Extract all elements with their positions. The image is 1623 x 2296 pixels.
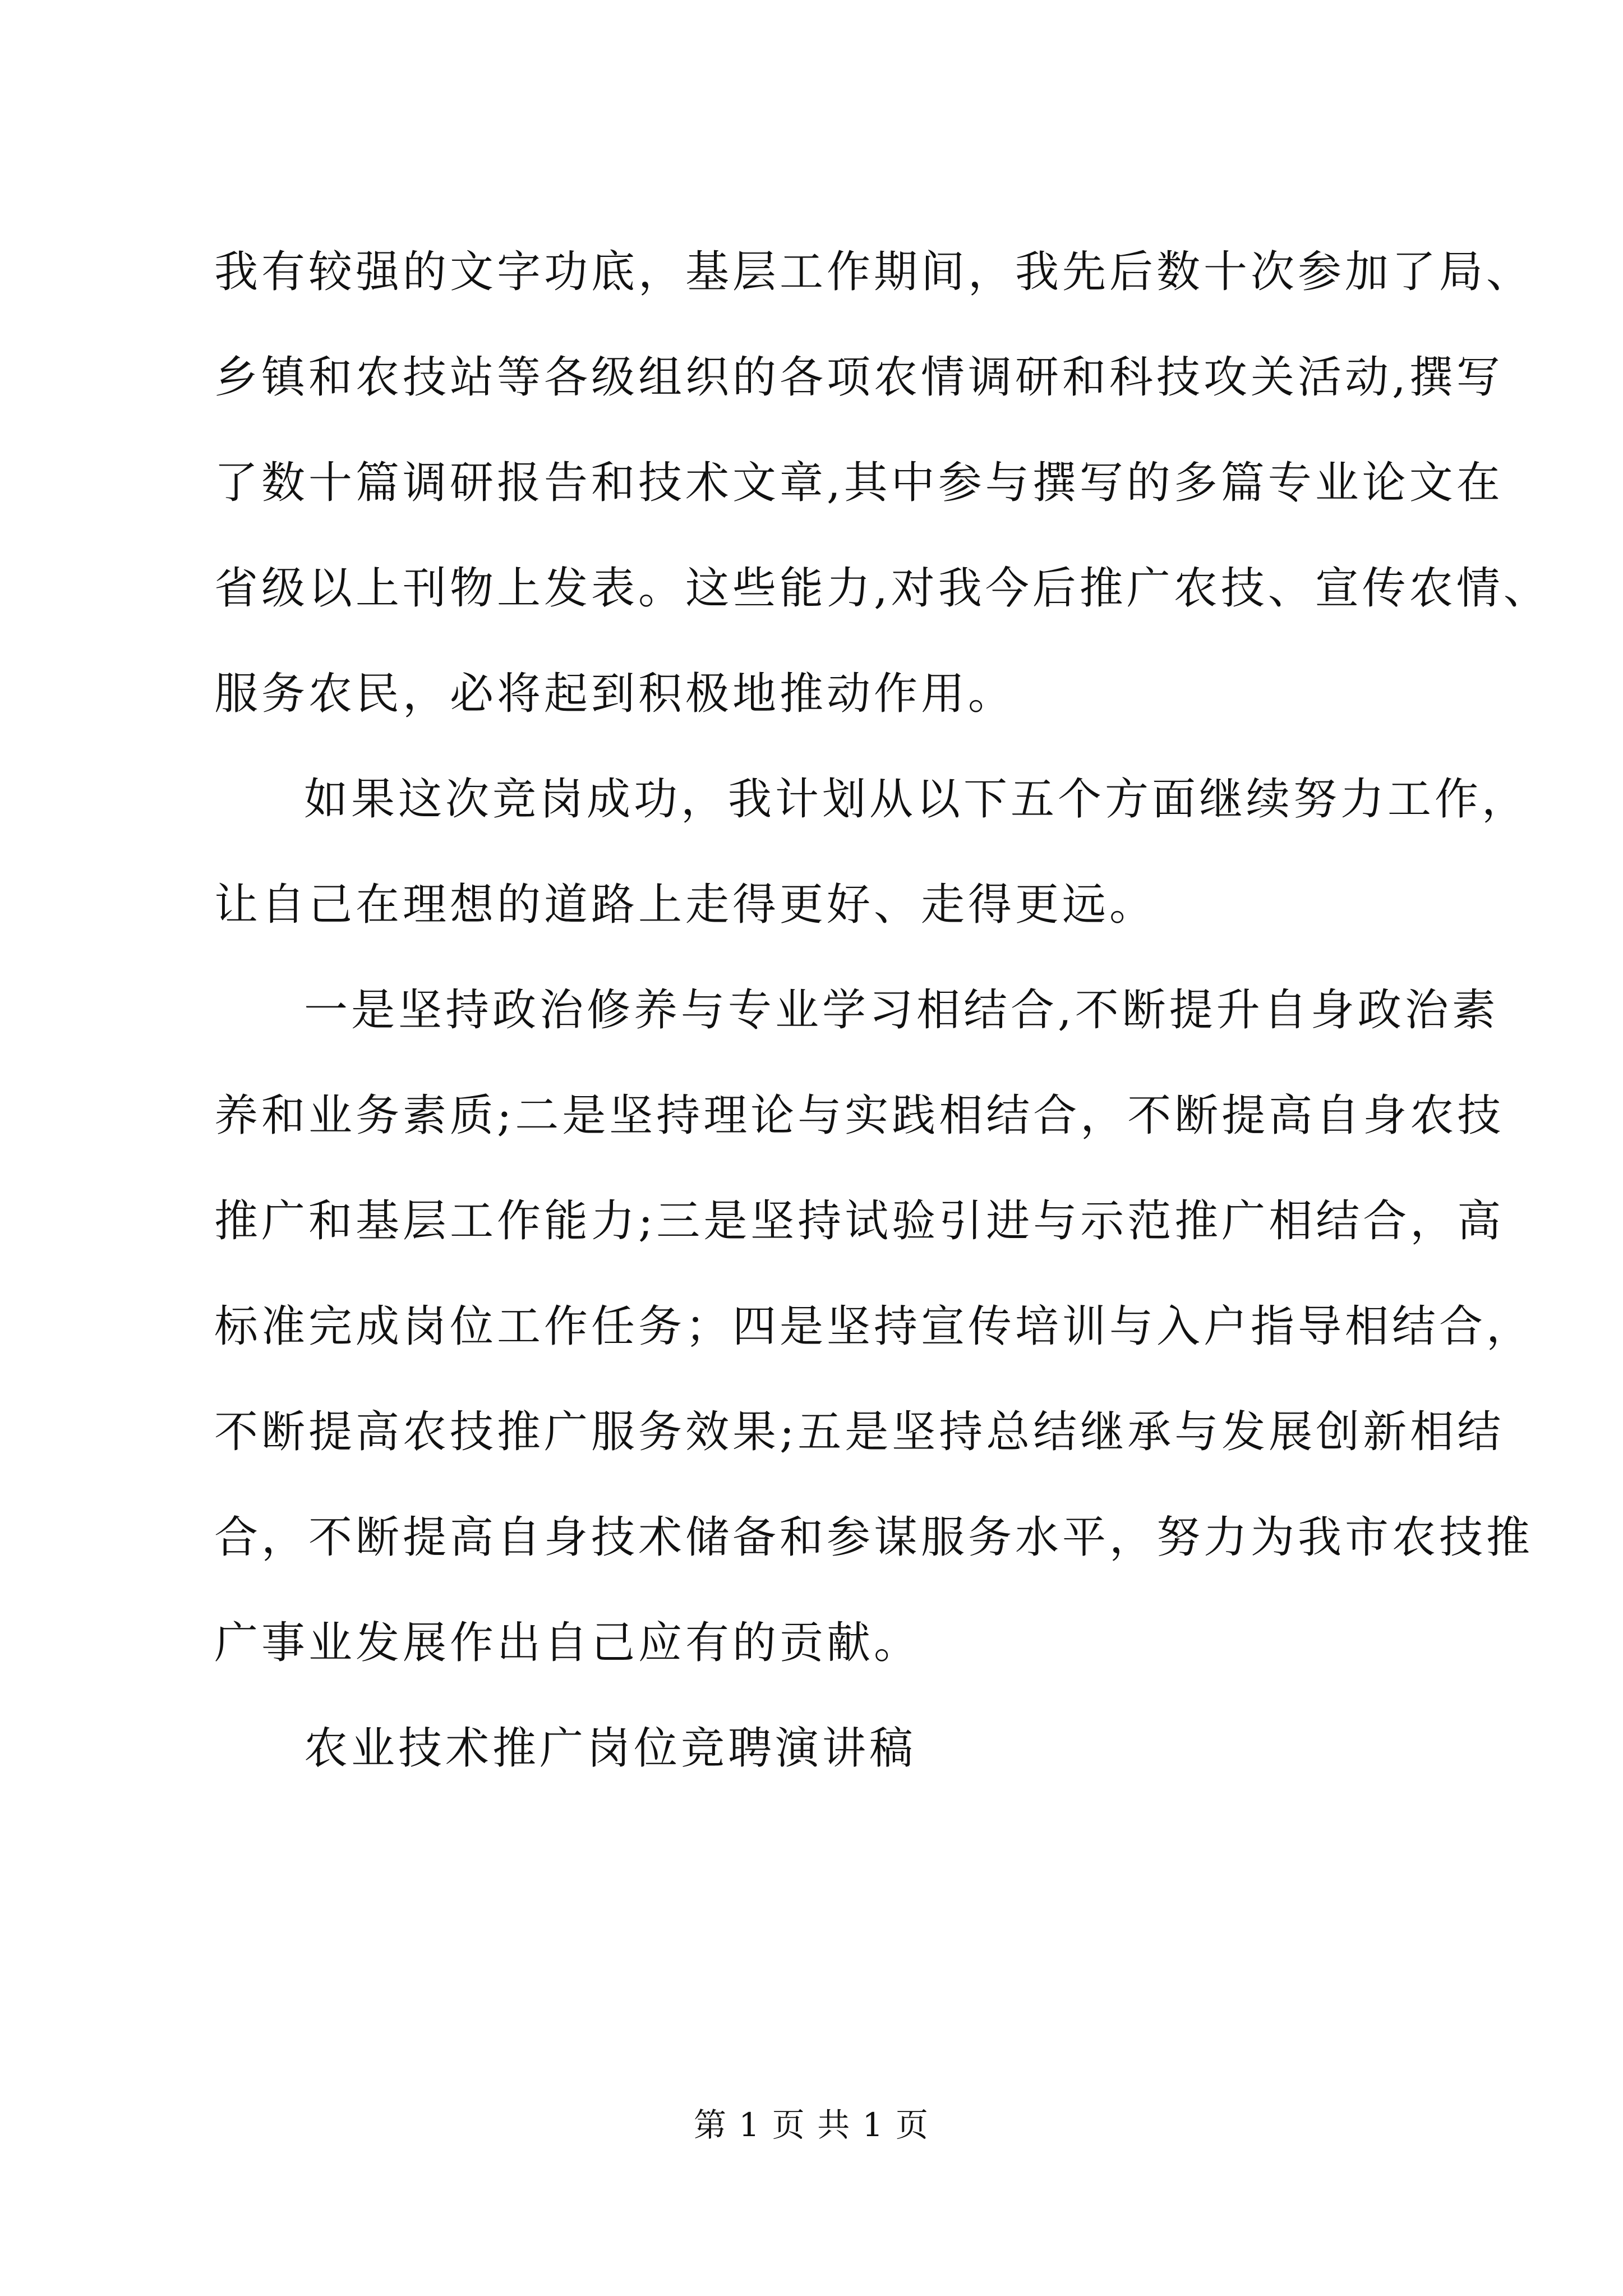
document-title-line: 农业技术推广岗位竞聘演讲稿 — [304, 1723, 917, 1774]
text-line: 了数十篇调研报告和技术文章,其中参与撰写的多篇专业论文在 — [214, 458, 1504, 508]
paragraph-first-line: 一是坚持政治修养与专业学习相结合,不断提升自身政治素 — [304, 985, 1499, 1036]
text-line: 服务农民，必将起到积极地推动作用。 — [214, 669, 1016, 719]
text-line: 推广和基层工作能力;三是坚持试验引进与示范推广相结合，高 — [214, 1196, 1505, 1246]
text-line: 乡镇和农技站等各级组织的各项农情调研和科技攻关活动,撰写 — [214, 352, 1504, 403]
text-line: 不断提高农技推广服务效果;五是坚持总结继承与发展创新相结 — [214, 1407, 1505, 1457]
text-line: 养和业务素质;二是坚持理论与实践相结合，不断提高自身农技 — [214, 1091, 1505, 1141]
text-line: 让自己在理想的道路上走得更好、走得更远。 — [214, 880, 1157, 930]
paragraph-first-line: 如果这次竞岗成功，我计划从以下五个方面继续努力工作， — [304, 774, 1529, 825]
text-line: 合，不断提高自身技术储备和参谋服务水平，努力为我市农技推 — [214, 1512, 1534, 1563]
text-line: 省级以上刊物上发表。这些能力,对我今后推广农技、宣传农情、 — [214, 563, 1551, 614]
page-number-footer: 第 1 页 共 1 页 — [694, 2106, 929, 2144]
text-line: 标准完成岗位工作任务；四是坚持宣传培训与入户指导相结合， — [214, 1301, 1534, 1352]
text-line: 我有较强的文字功底，基层工作期间，我先后数十次参加了局、 — [214, 247, 1534, 297]
text-line: 广事业发展作出自己应有的贡献。 — [214, 1618, 921, 1668]
